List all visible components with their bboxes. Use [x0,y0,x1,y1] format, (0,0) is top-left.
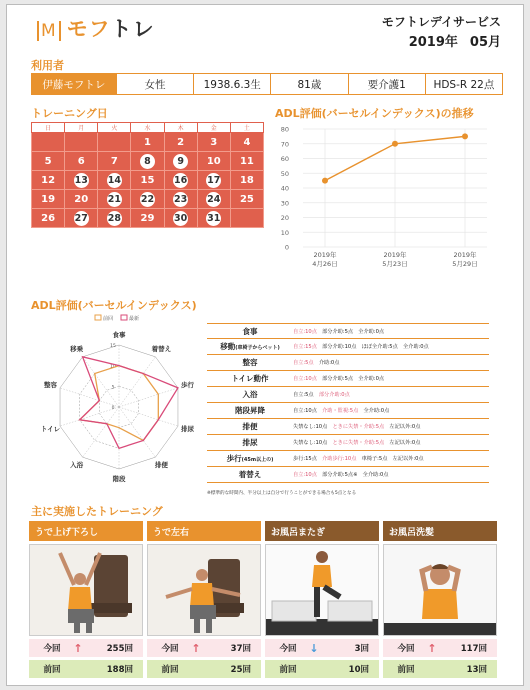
adl-current-score: 介助・監視:5点 [322,408,359,414]
weekday-header: 水 [131,123,164,133]
calendar-day [98,133,131,152]
radar-tick-label: 15 [110,344,116,349]
adl-row [207,387,489,403]
calendar-week [32,209,264,228]
calendar-day [164,190,197,209]
adl-current-score: 自立:10点 [293,472,317,478]
adl-criteria-text: 部分介助:5点 全介助:0点 [316,376,385,382]
calendar-day [131,190,164,209]
adl-criteria [293,359,489,366]
adl-item-sub: (45m以上の) [241,457,274,463]
trend-up-arrow-icon: ↑ [191,641,201,655]
calendar-day: 15 [131,171,164,190]
weekday-header: 火 [98,123,131,133]
calendar-day [197,209,230,228]
adl-item-name [207,453,293,464]
calendar-week [32,171,264,190]
training-illustration [147,544,261,636]
calendar-day [164,171,197,190]
y-tick-label: 20 [280,214,289,222]
x-tick-label: 2019年 [453,251,477,259]
adl-item-name [207,437,293,448]
trend-point [392,141,398,147]
adl-item-label: トイレ動作 [231,374,269,383]
training-day-marker: 23 [174,193,188,205]
adl-row [207,451,489,467]
training-illustration [265,544,379,636]
adl-row [207,323,489,339]
logo [37,13,155,43]
adl-current-score: 自立:10点 [293,376,317,382]
calendar-day [65,171,98,190]
adl-item-label: 歩行 [226,454,242,463]
legend-label: 最新 [129,316,140,322]
adl-criteria [293,455,489,462]
adl-item-name [207,469,293,480]
user-name: 伊藤モフトレ [32,74,116,94]
adl-item-label: 階段昇降 [235,406,265,415]
training-day-marker: 22 [140,193,155,205]
adl-item-label: 移動 [220,342,236,351]
trend-up-arrow-icon: ↑ [73,641,83,655]
calendar-day [98,190,131,209]
calendar-day: 20 [65,190,98,209]
adl-criteria-text: 左記以外:0点 [384,440,421,446]
calendar-day: 19 [32,190,65,209]
y-tick-label: 0 [284,243,289,252]
training-prev-row [29,660,143,678]
now-count: 37回 [230,644,251,654]
y-tick-label: 40 [280,184,289,193]
now-count: 117回 [460,644,487,654]
calendar-day [98,171,131,190]
user-hdsr: HDS-R 22点 [425,74,502,94]
weekday-header: 木 [164,123,197,133]
calendar-day: 29 [131,209,164,228]
radar-axis-label: 入浴 [70,461,84,470]
user-age: 81歳 [270,74,347,94]
adl-current-score: 自立:10点 [293,328,317,335]
training-card [147,521,261,678]
radar-axis-label: 排尿 [180,425,194,434]
adl-criteria [293,407,489,414]
user-gender: 女性 [116,74,193,94]
x-tick-label: 5月23日 [382,260,408,268]
adl-criteria [293,343,489,350]
prev-label: 前回 [43,665,61,675]
prev-count: 188回 [106,665,133,675]
y-tick-label: 60 [280,155,289,163]
prev-label: 前回 [161,665,179,675]
x-tick-label: 5月29日 [452,260,478,268]
adl-row [207,355,489,371]
calendar-day: 6 [65,152,98,171]
adl-criteria [293,439,489,446]
adl-criteria-text: 部分介助:10点 ほぼ全介助:5点 全介助:0点 [316,344,429,350]
logo-text-b: トレ [110,17,155,41]
calendar-day: 11 [230,152,263,171]
adl-radar-chart [31,313,207,489]
now-count: 255回 [106,644,133,654]
radar-axis-label: トイレ [40,425,61,434]
radar-axis-label: 歩行 [180,380,194,389]
adl-item-name [207,421,293,432]
training-card [29,521,143,678]
training-now-row [147,639,261,657]
adl-note: ※標準的な時間内、半分以上は自分で行うことができる場合も5点となる [207,491,357,496]
adl-current-score: 部分介助:0点 [318,392,350,398]
adl-criteria-text: 左記以外:0点 [384,424,421,430]
radar-spoke [119,388,178,407]
training-day-marker: 31 [207,212,221,224]
radar-axis-label: 食事 [112,331,126,339]
report-month: 05月 [469,35,501,50]
prev-label: 前回 [397,665,415,675]
adl-item-name [207,373,293,384]
training-illustration [29,544,143,636]
adl-item-name [207,326,293,337]
training-day-marker: 30 [174,212,188,224]
y-tick-label: 30 [280,199,289,208]
x-tick-label: 2019年 [313,251,337,259]
calendar-day: 7 [98,152,131,171]
training-card [265,521,379,678]
adl-item-name [207,341,293,352]
calendar-day: 25 [230,190,263,209]
y-tick-label: 50 [280,169,289,178]
user-care-level: 要介護1 [348,74,425,94]
user-info-row [31,73,503,95]
adl-criteria [293,375,489,382]
x-tick-label: 4月26日 [312,260,338,268]
report-page [6,4,524,686]
adl-item-label: 着替え [238,470,262,479]
calendar-week [32,152,264,171]
training-day-marker: 17 [207,174,221,186]
adl-criteria [293,423,489,430]
adl-current-score: ときに失禁・介助:5点 [332,440,385,446]
training-day-marker: 13 [74,174,88,186]
adl-criteria-text: 失禁なし:10点 [293,440,333,446]
weekday-header: 金 [197,123,230,133]
calendar-day [32,133,65,152]
y-tick-label: 10 [280,228,289,237]
adl-item-sub: (車椅子からベット) [235,345,280,351]
logo-text-a: モフ [66,17,111,41]
adl-score-table [207,323,489,483]
adl-item-label: 食事 [242,326,258,336]
adl-row [207,435,489,451]
training-name: うで上げ下ろし [29,521,143,541]
legend-label: 前回 [103,316,114,322]
calendar-week [32,133,264,152]
radar-axis-label: 移乗 [70,344,84,353]
training-now-row [29,639,143,657]
adl-criteria-text: 部分介助:5点※ 全介助:0点 [316,472,389,478]
calendar-day [98,209,131,228]
adl-criteria [293,471,489,478]
radar-axis-label: 整容 [44,380,58,389]
adl-item-name [207,357,293,368]
trend-point [462,133,468,139]
radar-series-1 [80,357,178,448]
radar-tick-label: 5 [111,385,115,391]
adl-row [207,339,489,355]
service-name: モフトレデイサービス [381,15,501,29]
training-prev-row [147,660,261,678]
legend-swatch [121,315,127,320]
calendar-day: 10 [197,152,230,171]
legend-swatch [95,315,101,320]
training-name: お風呂またぎ [265,521,379,541]
report-period [397,31,501,50]
x-tick-label: 2019年 [383,251,407,259]
trainings-title: 主に実施したトレーニング [31,505,163,518]
adl-current-score: 自立:15点 [293,344,317,350]
now-label: 今回 [43,644,61,654]
training-day-marker: 16 [174,174,188,186]
calendar-title: トレーニング日 [31,107,108,120]
adl-criteria-text: 介助:0点 [313,360,340,366]
calendar-day [65,133,98,152]
training-day-marker: 9 [173,154,188,169]
calendar-day [65,209,98,228]
calendar-day: 26 [32,209,65,228]
training-now-row [383,639,497,657]
adl-trend-chart [275,119,495,279]
now-label: 今回 [279,644,297,654]
adl-item-label: 整容 [242,358,258,367]
user-section-title: 利用者 [31,59,64,72]
radar-tick-label: 10 [110,364,116,370]
calendar-day: 1 [131,133,164,152]
adl-item-name [207,405,293,416]
training-day-marker: 27 [74,212,88,224]
adl-current-score: 介助歩行:10点 [322,456,357,462]
training-day-marker: 24 [207,193,221,205]
adl-criteria-text: 失禁なし:10点 [293,424,333,430]
calendar-day: 3 [197,133,230,152]
training-illustration [383,544,497,636]
adl-section-title: ADL評価(バーセルインデックス) [31,299,197,312]
calendar-day [131,152,164,171]
calendar-day [197,190,230,209]
adl-criteria-text: 部分介助:5点 全介助:0点 [316,328,385,335]
prev-count: 25回 [230,665,251,675]
training-prev-row [383,660,497,678]
training-day-marker: 14 [107,174,121,186]
prev-count: 10回 [348,665,369,675]
calendar-day [230,209,263,228]
adl-row [207,371,489,387]
radar-tick-label: 0 [111,406,115,411]
calendar-day: 5 [32,152,65,171]
radar-axis-label: 階段 [112,475,126,483]
adl-item-label: 入浴 [242,390,258,399]
radar-spoke [83,407,119,457]
training-day-marker: 8 [140,154,155,169]
adl-criteria-text: 全介助:0点 [358,408,390,414]
radar-axis-label: 排便 [154,461,168,470]
calendar-day [164,152,197,171]
adl-criteria-text: 歩行:15点 [293,456,323,462]
user-birthdate: 1938.6.3生 [193,74,270,94]
adl-row [207,467,489,483]
adl-row [207,403,489,419]
training-day-marker: 28 [107,212,121,224]
weekday-header: 日 [32,123,65,133]
report-year: 2019年 [408,35,458,50]
prev-label: 前回 [279,665,297,675]
trend-up-arrow-icon: ↑ [427,641,437,655]
training-calendar [31,122,264,228]
weekday-header: 土 [230,123,263,133]
trend-down-arrow-icon: ↓ [309,641,319,655]
now-label: 今回 [397,644,415,654]
calendar-day: 2 [164,133,197,152]
adl-current-score: 自立:5点 [293,360,314,366]
adl-criteria-text: 自立:5点 [293,392,319,398]
calendar-day: 18 [230,171,263,190]
training-card [383,521,497,678]
training-prev-row [265,660,379,678]
adl-criteria [293,328,489,335]
radar-spoke [119,407,178,426]
training-name: うで左右 [147,521,261,541]
radar-axis-label: 着替え [151,344,172,353]
adl-item-name [207,389,293,400]
now-label: 今回 [161,644,179,654]
adl-item-label: 排尿 [242,438,258,447]
adl-criteria [293,391,489,398]
training-now-row [265,639,379,657]
trend-point [322,178,328,184]
adl-current-score: ときに失禁・介助:5点 [332,424,385,430]
adl-criteria-text: 車椅子:5点 左記以外:0点 [356,456,424,462]
calendar-week [32,190,264,209]
training-day-marker: 21 [107,193,121,205]
adl-trend-title: ADL評価(バーセルインデックス)の推移 [275,107,474,120]
calendar-day: 4 [230,133,263,152]
training-name: お風呂洗髪 [383,521,497,541]
adl-item-label: 排便 [242,422,258,431]
y-tick-label: 70 [280,140,289,149]
adl-criteria-text: 自立:10点 [293,408,323,414]
prev-count: 13回 [466,665,487,675]
y-tick-label: 80 [280,125,289,134]
now-count: 3回 [354,644,369,654]
calendar-day: 12 [32,171,65,190]
weekday-header: 月 [65,123,98,133]
radar-spoke [60,388,119,407]
calendar-day [197,171,230,190]
logo-mark: M [37,21,61,41]
adl-row [207,419,489,435]
calendar-day [164,209,197,228]
